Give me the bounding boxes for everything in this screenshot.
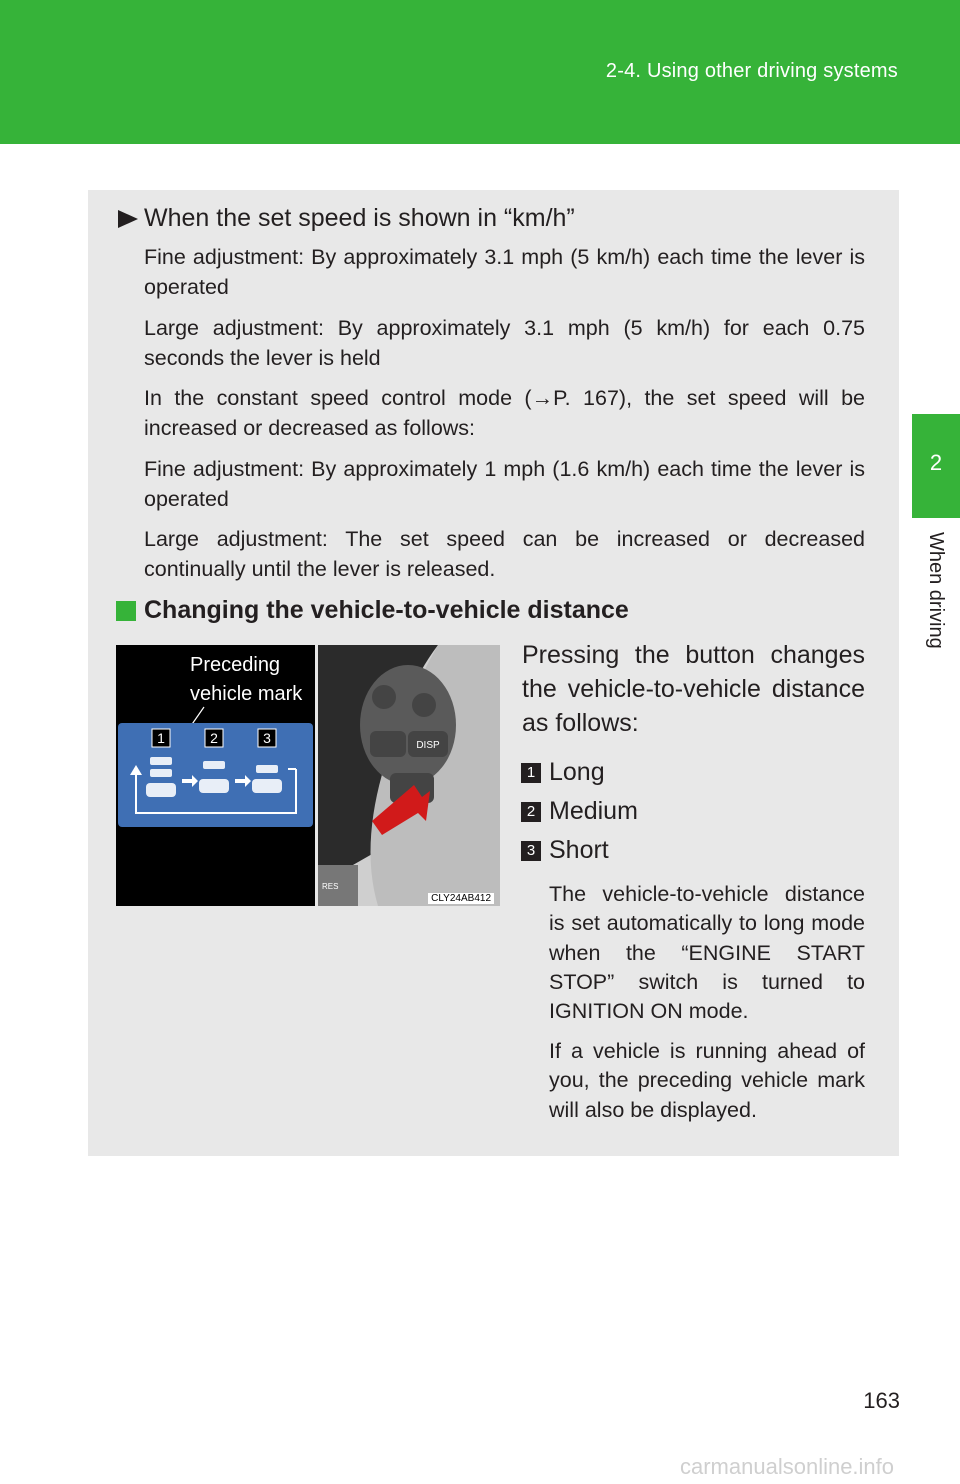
distance-display-figure (116, 645, 315, 906)
preceding-vehicle-label: Preceding vehicle mark (190, 654, 303, 705)
page-header (0, 0, 960, 144)
chapter-tab (912, 414, 960, 518)
page-number: 163 (863, 1388, 900, 1413)
list-item-long (521, 758, 605, 787)
note-default-mode: The vehicle-to-vehicle distance is set automatically to long mode when the “ENGINE START STOP” switch is turned to IGNITION ON mode. (549, 882, 865, 1024)
paragraph-fine-mph: Fine adjustment: By approximately 1 mph (1.6 km/h) each time the lever is operated (144, 457, 865, 511)
chapter-label: When driving (925, 532, 947, 649)
footer-watermark: carmanualsonline.info (680, 1454, 895, 1479)
list-item-medium (521, 797, 638, 826)
step-3-label: 3 (263, 730, 271, 746)
paragraph-fine-kmh: Fine adjustment: By approximately 3.1 mph (5 km/h) each time the lever is operated (144, 245, 865, 299)
paragraph-constant-speed: In the constant speed control mode (→P. 167), the set speed will be increased or decreased as follows: (144, 386, 865, 440)
section-heading (116, 596, 629, 625)
note-preceding-vehicle: If a vehicle is running ahead of you, the preceding vehicle mark will also be displayed. (549, 1039, 865, 1122)
steering-wheel-illustration (318, 645, 500, 906)
triangle-bullet-icon (118, 210, 138, 228)
green-square-icon (116, 601, 136, 621)
step-2-label: 2 (210, 730, 218, 746)
list-label-long: Long (549, 758, 605, 786)
list-number-2: 2 (521, 802, 541, 822)
paragraph-large-kmh: Large adjustment: By approximately 3.1 mph (5 km/h) for each 0.75 seconds the lever is held (144, 316, 865, 370)
res-label: RES (322, 882, 339, 891)
list-item-short (521, 836, 609, 865)
disp-button-label: DISP (416, 740, 440, 751)
steering-wheel-figure (318, 645, 500, 906)
km-h-subhead (118, 204, 575, 233)
figure-code: CLY24AB412 (428, 893, 494, 904)
step-1-label: 1 (157, 730, 165, 746)
list-label-medium: Medium (549, 797, 638, 825)
distance-display-illustration (116, 645, 315, 906)
paragraph-large-continual: Large adjustment: The set speed can be increased or decreased continually until the lever is released. (144, 527, 865, 581)
subhead-text: When the set speed is shown in “km/h” (144, 204, 575, 232)
chapter-number: 2 (929, 450, 943, 475)
distance-intro: Pressing the button changes the vehicle-to-vehicle distance as follows: (522, 641, 865, 737)
list-number-3: 3 (521, 841, 541, 861)
section-title: Changing the vehicle-to-vehicle distance (144, 596, 629, 624)
list-number-1: 1 (521, 763, 541, 783)
list-label-short: Short (549, 836, 609, 864)
chapter-title: 2-4. Using other driving systems (605, 60, 898, 82)
